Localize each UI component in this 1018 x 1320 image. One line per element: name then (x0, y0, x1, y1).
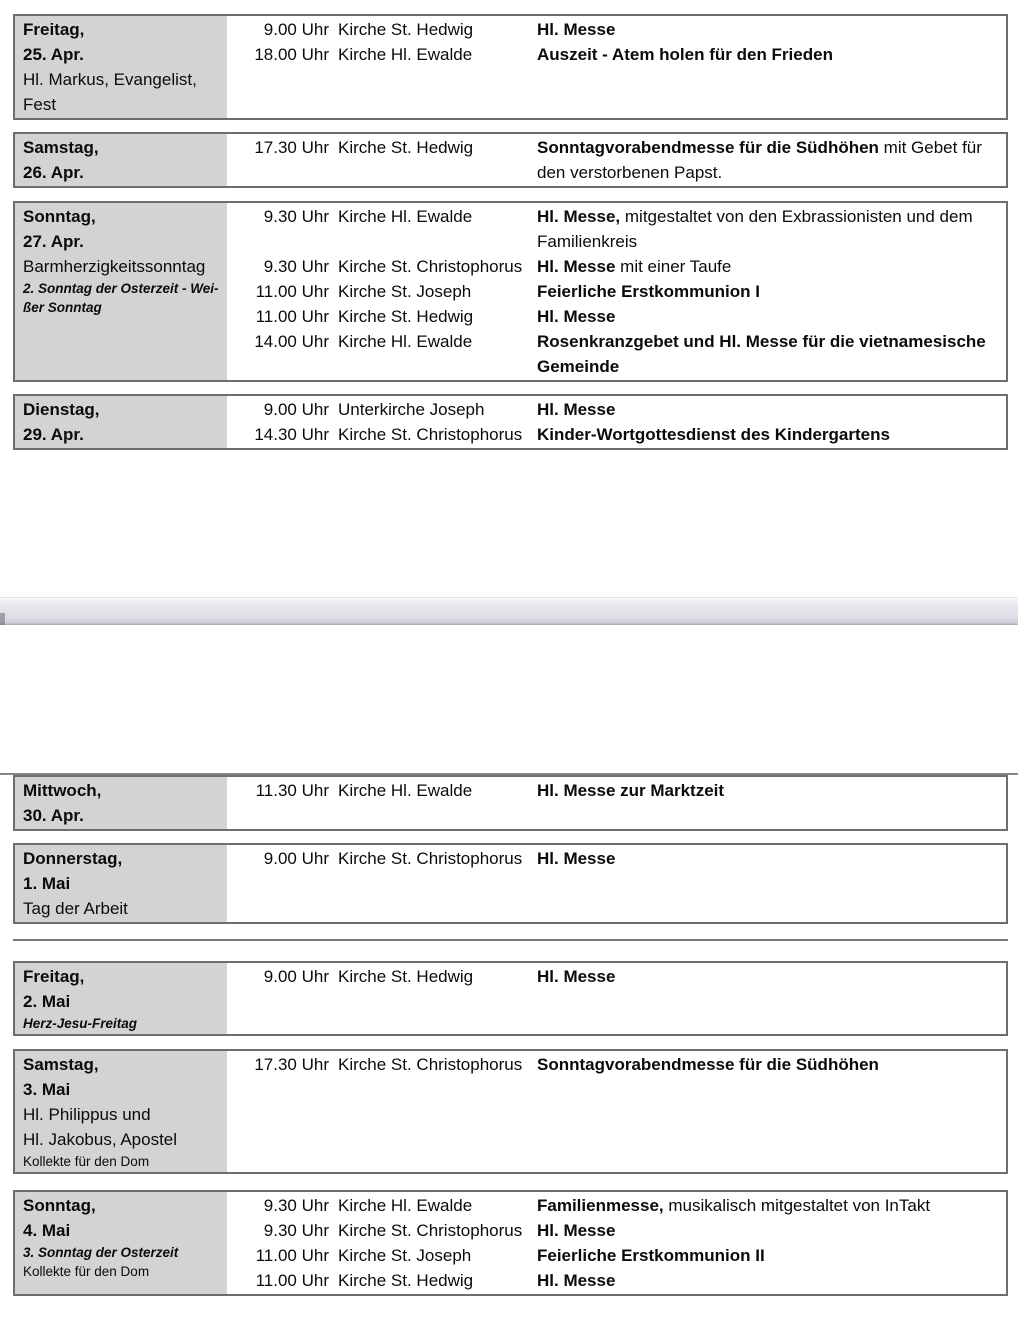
event-time: 11.00 Uhr (255, 1246, 329, 1265)
event-description (531, 964, 1006, 989)
event-location: Unterkirche Joseph (338, 400, 485, 419)
date-cell (15, 963, 227, 1034)
event-time: 11.00 Uhr (255, 1271, 329, 1290)
date-line: Tag der Arbeit (23, 899, 128, 918)
event-time: 18.00 Uhr (254, 45, 329, 64)
event-description-emphasis: Hl. Messe (537, 1271, 616, 1290)
event-description-emphasis: Hl. Messe (537, 257, 616, 276)
event-location: Kirche St. Joseph (338, 282, 472, 301)
event-location: Kirche St. Christophorus (338, 1055, 523, 1074)
event-description-text: mitgestaltet von den Exbrassionisten und dem Familienkreis (537, 207, 973, 251)
event-time: 9.30 Uhr (263, 1196, 329, 1215)
date-line: Hl. Philippus und (23, 1105, 151, 1124)
event-location: Kirche St. Hedwig (338, 1271, 474, 1290)
event-description (531, 1243, 1006, 1268)
date-line: Kollekte für den Dom (23, 1154, 150, 1169)
event-description (531, 1193, 1006, 1218)
schedule-block-mittwoch-30-apr (13, 775, 1008, 831)
event-description-emphasis: Hl. Messe (537, 967, 616, 986)
events-cell (227, 777, 1006, 829)
schedule-block-freitag-25-apr (13, 14, 1008, 120)
event-description (531, 329, 1006, 379)
date-line: Donnerstag, (23, 849, 123, 868)
schedule-block-donnerstag-1-mai (13, 843, 1008, 924)
event-description (531, 778, 1006, 803)
event-time: 9.00 Uhr (263, 967, 329, 986)
date-line: Samstag, (23, 138, 99, 157)
page2-schedule-top (0, 775, 1018, 924)
event-description (531, 304, 1006, 329)
event-time: 17.30 Uhr (254, 138, 329, 157)
date-line: 2. Mai (23, 992, 71, 1011)
date-line: Herz-Jesu-Freitag (23, 1016, 138, 1031)
date-line: Mittwoch, (23, 781, 102, 800)
date-line: Hl. Markus, Evangelist, (23, 70, 197, 89)
date-cell (15, 845, 227, 922)
date-line: Freitag, (23, 967, 85, 986)
event-description (531, 1052, 1006, 1077)
date-line: 3. Mai (23, 1080, 71, 1099)
date-line: 30. Apr. (23, 806, 84, 825)
date-line: ßer Sonntag (23, 300, 102, 315)
date-line: Sonntag, (23, 207, 96, 226)
event-description (531, 204, 1006, 254)
event-description (531, 1268, 1006, 1293)
event-description-emphasis: Hl. Messe (537, 20, 616, 39)
schedule-block-freitag-2-mai (13, 961, 1008, 1036)
schedule-block-sonntag-4-mai (13, 1190, 1008, 1296)
event-time: 9.00 Uhr (263, 20, 329, 39)
event-description-emphasis: Hl. Messe (537, 307, 616, 326)
date-cell (15, 396, 227, 448)
date-line: Hl. Jakobus, Apostel (23, 1130, 178, 1149)
event-location: Kirche Hl. Ewalde (338, 45, 473, 64)
event-time: 17.30 Uhr (254, 1055, 329, 1074)
event-description-text: musikalisch mitgestaltet von InTakt (663, 1196, 931, 1215)
date-cell (15, 134, 227, 186)
section-divider-line (13, 939, 1008, 941)
event-description-emphasis: Sonntagvorabendmesse für die Südhöhen (537, 1055, 879, 1074)
event-description-emphasis: Kinder-Wortgottesdienst des Kindergartens (537, 425, 890, 444)
event-time: 11.00 Uhr (255, 282, 329, 301)
date-line: 29. Apr. (23, 425, 84, 444)
event-description (531, 422, 1006, 447)
events-cell (227, 16, 1006, 118)
schedule-block-samstag-3-mai (13, 1049, 1008, 1174)
date-line: 26. Apr. (23, 163, 84, 182)
event-description-emphasis: Familienmesse, (537, 1196, 664, 1215)
schedule-block-dienstag-29-apr (13, 394, 1008, 450)
event-time: 9.30 Uhr (263, 257, 329, 276)
events-cell (227, 963, 1006, 1034)
date-line: Freitag, (23, 20, 85, 39)
event-description-emphasis: Hl. Messe (537, 849, 616, 868)
date-line: Fest (23, 95, 57, 114)
date-line: 1. Mai (23, 874, 71, 893)
event-description (531, 1218, 1006, 1243)
event-time: 9.00 Uhr (263, 849, 329, 868)
event-description-emphasis: Hl. Messe (537, 1221, 616, 1240)
event-location: Kirche Hl. Ewalde (338, 332, 473, 351)
date-line: Sonntag, (23, 1196, 96, 1215)
event-location: Kirche St. Christophorus (338, 425, 523, 444)
event-time: 11.00 Uhr (255, 307, 329, 326)
event-description-emphasis: Sonntagvorabendmesse für die Südhöhen (537, 138, 879, 157)
event-description-emphasis: Hl. Messe (537, 400, 616, 419)
event-location: Kirche St. Hedwig (338, 138, 474, 157)
events-cell (227, 845, 1006, 922)
page1-schedule (0, 0, 1018, 450)
event-description-emphasis: Feierliche Erstkommunion II (537, 1246, 765, 1265)
event-description (531, 254, 1006, 279)
event-description (531, 42, 1006, 67)
date-cell (15, 777, 227, 829)
event-location: Kirche St. Hedwig (338, 307, 474, 326)
schedule-block-samstag-26-apr (13, 132, 1008, 188)
page-break-separator (0, 597, 1018, 625)
event-time: 9.30 Uhr (263, 1221, 329, 1240)
event-description (531, 279, 1006, 304)
event-time: 11.30 Uhr (255, 781, 329, 800)
event-location: Kirche St. Joseph (338, 1246, 472, 1265)
event-description-emphasis: Hl. Messe, (537, 207, 621, 226)
date-cell (15, 16, 227, 118)
event-time: 14.00 Uhr (254, 332, 329, 351)
events-cell (227, 203, 1006, 380)
events-cell (227, 1192, 1006, 1294)
date-line: Kollekte für den Dom (23, 1264, 150, 1279)
events-cell (227, 134, 1006, 186)
event-description (531, 17, 1006, 42)
date-line: 27. Apr. (23, 232, 84, 251)
date-cell (15, 203, 227, 380)
schedule-block-sonntag-27-apr (13, 201, 1008, 382)
event-description-emphasis: Rosenkranzgebet und Hl. Messe für die vietnamesische Gemeinde (537, 332, 986, 376)
event-location: Kirche Hl. Ewalde (338, 1196, 473, 1215)
event-time: 9.30 Uhr (263, 207, 329, 226)
page2-schedule-bottom (0, 961, 1018, 1296)
events-cell (227, 1051, 1006, 1172)
event-time: 14.30 Uhr (254, 425, 329, 444)
event-description-emphasis: Hl. Messe zur Marktzeit (537, 781, 725, 800)
event-location: Kirche St. Christophorus (338, 849, 523, 868)
event-description-emphasis: Feierliche Erstkommunion I (537, 282, 760, 301)
date-line: 4. Mai (23, 1221, 71, 1240)
date-line: 25. Apr. (23, 45, 84, 64)
event-location: Kirche St. Hedwig (338, 20, 474, 39)
event-location: Kirche St. Hedwig (338, 967, 474, 986)
event-description (531, 135, 1006, 185)
events-cell (227, 396, 1006, 448)
date-line: Barmherzigkeitssonntag (23, 257, 206, 276)
event-description-text: mit einer Taufe (615, 257, 732, 276)
event-time: 9.00 Uhr (263, 400, 329, 419)
event-description-text: mit Gebet für den verstorbenen Papst. (537, 138, 982, 182)
date-line: 3. Sonntag der Osterzeit (23, 1245, 179, 1260)
event-description-emphasis: Auszeit - Atem holen für den Frieden (537, 45, 833, 64)
event-description (531, 846, 1006, 871)
event-location: Kirche St. Christophorus (338, 257, 523, 276)
date-line: Samstag, (23, 1055, 99, 1074)
date-cell (15, 1192, 227, 1294)
event-location: Kirche Hl. Ewalde (338, 781, 473, 800)
date-cell (15, 1051, 227, 1172)
event-location: Kirche Hl. Ewalde (338, 207, 473, 226)
event-location: Kirche St. Christophorus (338, 1221, 523, 1240)
date-line: 2. Sonntag der Osterzeit - Wei- (23, 281, 219, 296)
event-description (531, 397, 1006, 422)
date-line: Dienstag, (23, 400, 100, 419)
